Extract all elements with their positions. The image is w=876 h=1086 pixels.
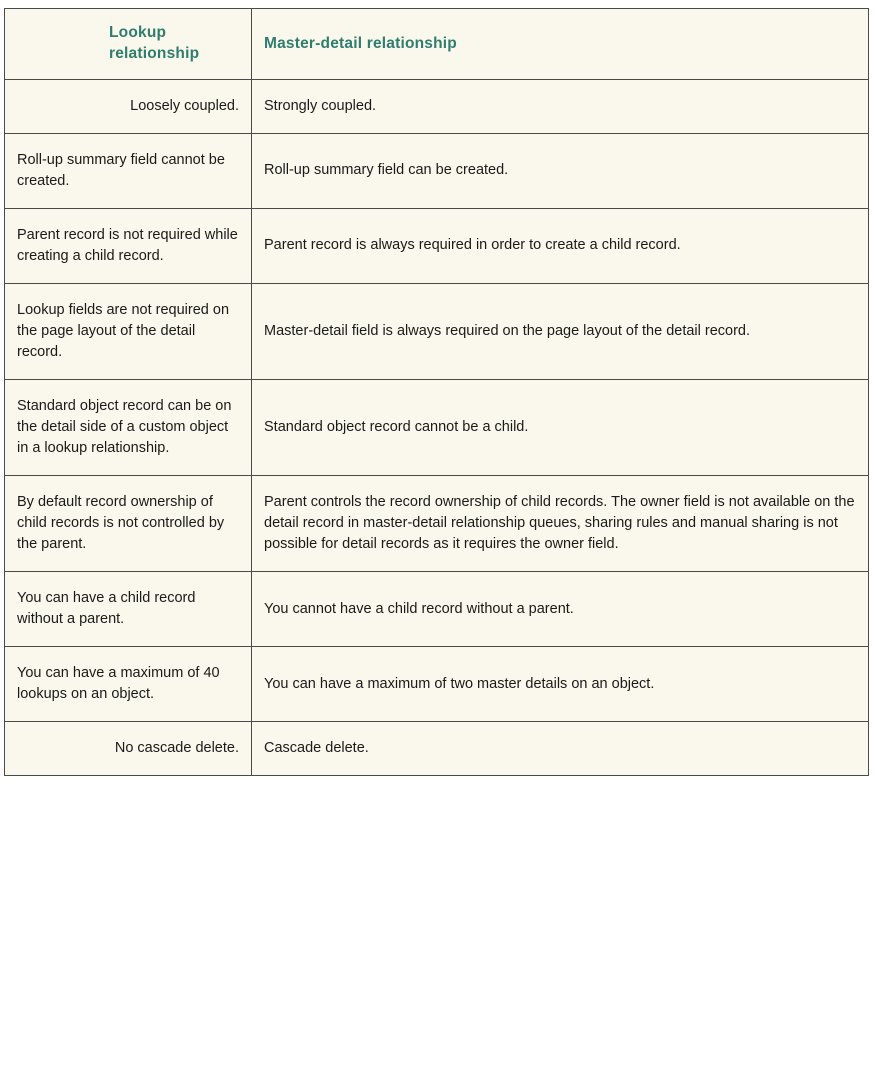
cell-lookup-text: By default record ownership of child records is not controlled by the parent. <box>17 494 225 553</box>
cell-lookup-text: Lookup fields are not required on the page layout of the detail record. <box>17 301 230 360</box>
cell-master-detail: Roll-up summary field can be created. <box>252 133 869 208</box>
table-row <box>5 133 869 208</box>
cell-master-detail: Master-detail field is always required on the page layout of the detail record. <box>252 283 869 379</box>
cell-lookup-text: No cascade delete. <box>114 740 239 757</box>
cell-master-detail: Parent record is always required in order to create a child record. <box>252 208 869 283</box>
table-row <box>5 572 869 647</box>
cell-master-detail: Cascade delete. <box>252 722 869 776</box>
column-header-lookup <box>5 9 252 80</box>
cell-master-detail: Strongly coupled. <box>252 79 869 133</box>
cell-master-detail: You cannot have a child record without a parent. <box>252 572 869 647</box>
table-header-row <box>5 9 869 80</box>
cell-lookup-text: Roll-up summary field cannot be created. <box>17 151 225 189</box>
cell-lookup-text: Standard object record can be on the detail side of a custom object in a lookup relationship. <box>17 397 232 456</box>
table-row <box>5 283 869 379</box>
table-row <box>5 476 869 572</box>
cell-lookup <box>5 647 252 722</box>
cell-lookup <box>5 722 252 776</box>
cell-lookup-text: Loosely coupled. <box>130 97 239 114</box>
cell-lookup <box>5 379 252 475</box>
cell-lookup-text: Parent record is not required while creating a child record. <box>17 226 238 264</box>
table-row <box>5 722 869 776</box>
column-header-master-detail <box>252 9 869 80</box>
cell-lookup <box>5 476 252 572</box>
cell-lookup <box>5 79 252 133</box>
table-header <box>5 9 869 80</box>
column-header-lookup-label: Lookup relationship <box>109 24 200 62</box>
table-body <box>5 79 869 775</box>
cell-lookup-text: You can have a maximum of 40 lookups on an object. <box>17 665 220 703</box>
table-row <box>5 647 869 722</box>
lookup-vs-master-detail-table <box>4 8 869 776</box>
cell-lookup <box>5 208 252 283</box>
cell-master-detail: Parent controls the record ownership of child records. The owner field is not available on the detail record in master-detail relationship queues, sharing rules and manual sharing is not possible for detail records as it requires the owner field. <box>252 476 869 572</box>
table-row <box>5 79 869 133</box>
cell-master-detail: You can have a maximum of two master details on an object. <box>252 647 869 722</box>
cell-lookup <box>5 572 252 647</box>
cell-master-detail: Standard object record cannot be a child. <box>252 379 869 475</box>
column-header-master-detail-label: Master-detail relationship <box>264 34 457 52</box>
cell-lookup <box>5 133 252 208</box>
table-row <box>5 379 869 475</box>
table-row <box>5 208 869 283</box>
cell-lookup-text: You can have a child record without a parent. <box>17 590 196 628</box>
cell-lookup <box>5 283 252 379</box>
